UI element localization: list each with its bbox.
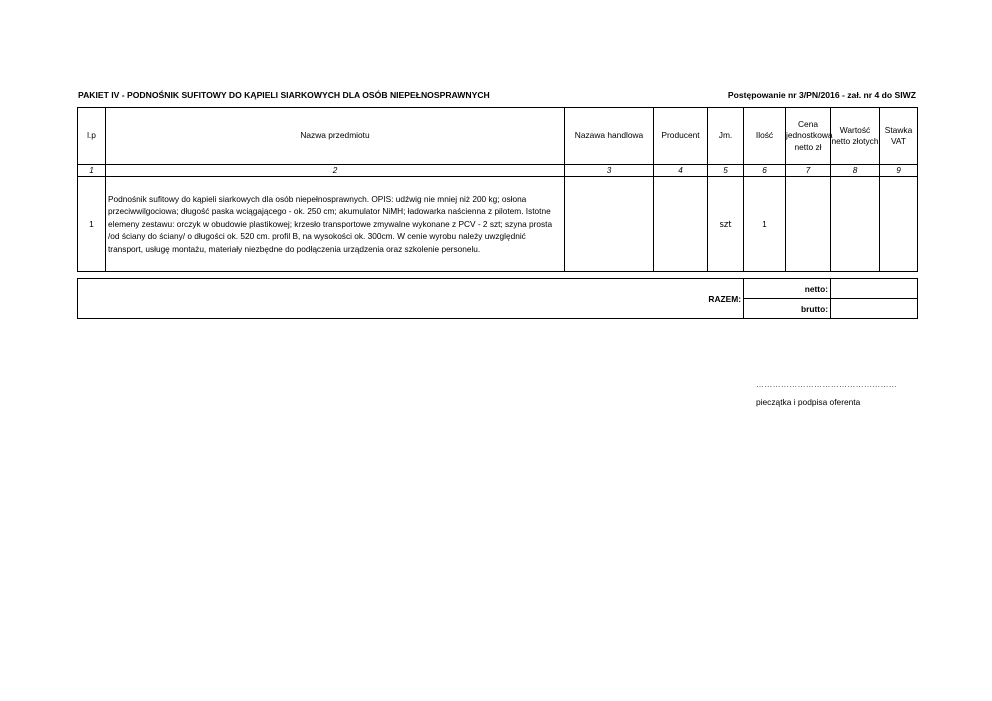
header-row	[78, 108, 918, 165]
column-number: 1	[78, 165, 106, 177]
row-value-net-cell[interactable]	[831, 177, 880, 272]
table-row	[78, 177, 918, 272]
header-qty: Ilość	[744, 108, 786, 165]
netto-value-cell[interactable]	[831, 279, 918, 299]
column-number-row	[78, 165, 918, 177]
row-trade-name-cell[interactable]	[565, 177, 654, 272]
column-number: 5	[708, 165, 744, 177]
column-number: 2	[106, 165, 565, 177]
row-lp: 1	[78, 177, 106, 272]
razem-label: RAZEM:	[78, 279, 744, 319]
column-number: 7	[786, 165, 831, 177]
row-description: Podnośnik sufitowy do kąpieli siarkowych dla osób niepełnosprawnych. OPIS: udźwig nie mniej niż 200 kg; osłona przeciwwilgociowa; długość paska wciągającego - ok. 250 cm; akumulator NiMH; ładowarka naścienna z pilotem. Istotne elemeny zestawu: orczyk w obudowie plastikowej; krzesło transportowe zmywalne wykonane z PCV - 2 szt; szyna prosta /od ściany do ściany/ o długości ok. 520 cm. profil B, na wysokości ok. 300cm. W cenie wyrobu należy uwzględnić transport, usługę montażu, materiały niezbędne do podłączenia urządzenia oraz szkolenie personelu.	[106, 177, 565, 272]
procedure-reference: Postępowanie nr 3/PN/2016 - zał. nr 4 do SIWZ	[727, 90, 916, 100]
row-producer-cell[interactable]	[654, 177, 708, 272]
column-number: 9	[880, 165, 918, 177]
column-number: 4	[654, 165, 708, 177]
column-number: 6	[744, 165, 786, 177]
signature-label: pieczątka i podpisa oferenta	[756, 397, 861, 407]
header-unit-price: Cena jednostkowa netto zł	[786, 108, 831, 165]
column-number: 8	[831, 165, 880, 177]
document-title: PAKIET IV - PODNOŚNIK SUFITOWY DO KĄPIELI SIARKOWYCH DLA OSÓB NIEPEŁNOSPRAWNYCH	[78, 90, 490, 100]
header-unit: Jm.	[708, 108, 744, 165]
brutto-label: brutto:	[744, 299, 831, 319]
items-table	[77, 107, 918, 272]
header-vat: Stawka VAT	[880, 108, 918, 165]
table-border-stub	[77, 269, 78, 272]
brutto-value-cell[interactable]	[831, 299, 918, 319]
signature-line: ……………………………………………	[756, 380, 898, 389]
header-name: Nazwa przedmiotu	[106, 108, 565, 165]
header-value-net: Wartość netto złotych	[831, 108, 880, 165]
row-unit: szt	[708, 177, 744, 272]
header-trade-name: Nazawa handlowa	[565, 108, 654, 165]
row-vat-cell[interactable]	[880, 177, 918, 272]
row-qty: 1	[744, 177, 786, 272]
header-producer: Producent	[654, 108, 708, 165]
row-unit-price-cell[interactable]	[786, 177, 831, 272]
summary-table	[77, 278, 918, 319]
netto-label: netto:	[744, 279, 831, 299]
header-lp: l.p	[78, 108, 106, 165]
summary-netto-row	[78, 279, 918, 299]
column-number: 3	[565, 165, 654, 177]
